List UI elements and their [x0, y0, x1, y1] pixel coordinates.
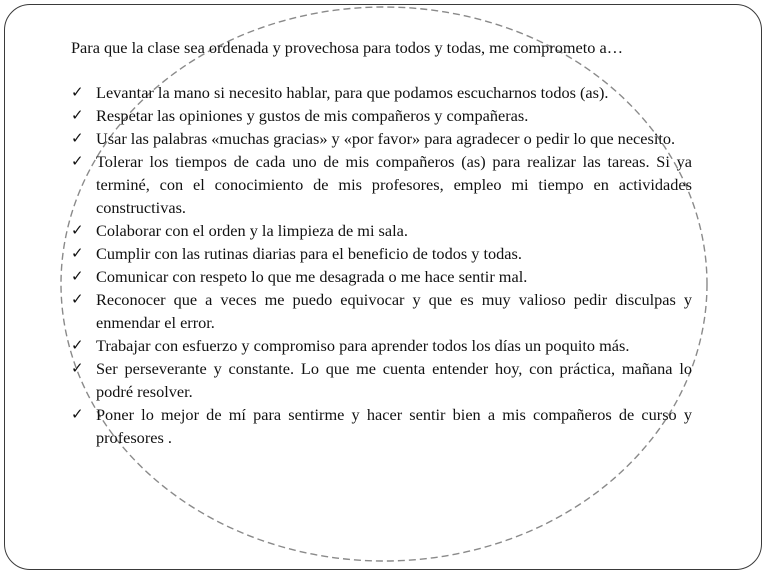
- checkmark-icon: ✓: [71, 244, 84, 262]
- list-item-text: Reconocer que a veces me puedo equivocar y que es muy valioso pedir disculpas y enmendar el error.: [96, 290, 692, 332]
- list-item: [71, 357, 692, 403]
- list-item: [71, 334, 692, 357]
- list-item-text: Tolerar los tiempos de cada uno de mis compañeros (as) para realizar las tareas. Si ya terminé, con el conocimiento de mis profesores, empleo mi tiempo en actividades constructivas.: [96, 152, 692, 217]
- commitment-list: [71, 81, 692, 449]
- checkmark-icon: ✓: [71, 152, 84, 170]
- list-item: [71, 242, 692, 265]
- list-item-text: Respetar las opiniones y gustos de mis compañeros y compañeras.: [96, 106, 529, 125]
- intro-paragraph: Para que la clase sea ordenada y provechosa para todos y todas, me comprometo a…: [71, 38, 624, 57]
- checkmark-icon: ✓: [71, 405, 84, 423]
- commitment-text-block: [71, 36, 692, 449]
- checkmark-icon: ✓: [71, 129, 84, 147]
- checkmark-icon: ✓: [71, 290, 84, 308]
- checkmark-icon: ✓: [71, 83, 84, 101]
- list-item-text: Cumplir con las rutinas diarias para el beneficio de todos y todas.: [96, 244, 522, 263]
- list-item-text: Colaborar con el orden y la limpieza de mi sala.: [96, 221, 408, 240]
- checkmark-icon: ✓: [71, 267, 84, 285]
- list-item: [71, 81, 692, 104]
- list-item: [71, 219, 692, 242]
- list-item-text: Levantar la mano si necesito hablar, para que podamos escucharnos todos (as).: [96, 83, 609, 102]
- list-item-text: Comunicar con respeto lo que me desagrada o me hace sentir mal.: [96, 267, 528, 286]
- list-item: [71, 150, 692, 219]
- list-item-text: Poner lo mejor de mí para sentirme y hacer sentir bien a mis compañeros de curso y profesores .: [96, 405, 692, 447]
- list-item: [71, 104, 692, 127]
- list-item-text: Usar las palabras «muchas gracias» y «por favor» para agradecer o pedir lo que necesito.: [96, 129, 676, 148]
- list-item-text: Ser perseverante y constante. Lo que me cuenta entender hoy, con práctica, mañana lo podré resolver.: [96, 359, 692, 401]
- list-item: [71, 403, 692, 449]
- checkmark-icon: ✓: [71, 336, 84, 354]
- list-item-text: Trabajar con esfuerzo y compromiso para aprender todos los días un poquito más.: [96, 336, 630, 355]
- list-item: [71, 265, 692, 288]
- checkmark-icon: ✓: [71, 221, 84, 239]
- checkmark-icon: ✓: [71, 359, 84, 377]
- list-item: [71, 127, 692, 150]
- checkmark-icon: ✓: [71, 106, 84, 124]
- list-item: [71, 288, 692, 334]
